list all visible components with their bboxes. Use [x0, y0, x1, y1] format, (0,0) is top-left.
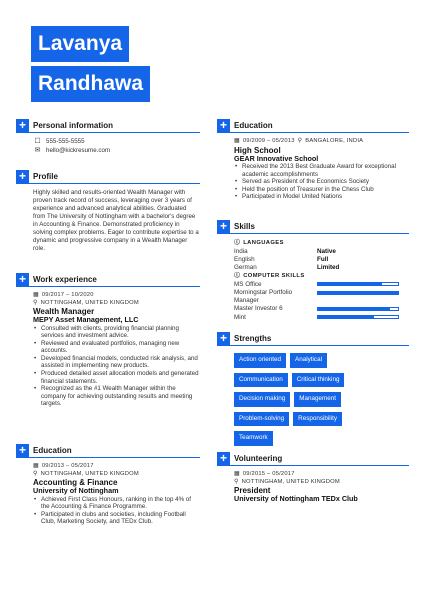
info-icon: ⓘ — [234, 273, 241, 280]
email: hello@kickresume.com — [46, 146, 111, 154]
section-header — [16, 273, 200, 287]
plus-icon: + — [16, 444, 29, 457]
section-header — [16, 170, 200, 184]
list-item: • Received the 2013 Best Graduate Award for exceptional academic accomplishments — [234, 163, 409, 178]
list-item: • Developed financial models, conducted risk analysis, and assisted in implementing new products. — [33, 355, 200, 370]
plus-icon: + — [16, 170, 29, 183]
language-row: English Full — [234, 256, 329, 264]
skill-bar-fill — [318, 283, 382, 285]
calendar-icon: ▦ — [234, 471, 240, 477]
strength-tags — [234, 353, 374, 446]
work-role: Wealth Manager — [33, 307, 95, 316]
edu-dates: ▦ 09/2013 – 05/2017 — [33, 463, 94, 469]
email-row — [33, 147, 200, 156]
section-header — [16, 444, 200, 458]
section-header — [16, 119, 200, 133]
plus-icon: + — [16, 119, 29, 132]
edu-school: University of Nottingham — [33, 486, 119, 495]
section-title: Volunteering — [234, 454, 283, 463]
computer-skill-row: Mint — [234, 313, 409, 321]
strength-tag: Teamwork — [234, 431, 273, 446]
strengths-section — [217, 332, 409, 446]
section-header — [217, 119, 409, 133]
language-row: German Limited — [234, 264, 340, 272]
volunteer-org: University of Nottingham TEDx Club — [234, 494, 358, 503]
education-right-section — [217, 119, 409, 201]
volunteer-dates: ▦ 09/2015 – 05/2017 — [234, 471, 295, 477]
computer-skill-row: Master Investor 6 — [234, 305, 409, 313]
calendar-icon: ▦ — [33, 463, 39, 469]
edu-location: ⚲ NOTTINGHAM, UNITED KINGDOM — [33, 470, 139, 477]
work-location: ⚲ NOTTINGHAM, UNITED KINGDOM — [33, 299, 139, 306]
computer-skill-row: MS Office — [234, 280, 409, 288]
section-title: Personal information — [33, 121, 114, 130]
location-pin-icon: ⚲ — [33, 299, 38, 306]
computer-skill-row: Morningstar Portfolio Manager — [234, 289, 409, 305]
section-title: Strengths — [234, 334, 272, 343]
skill-bar-fill — [318, 292, 398, 294]
language-row: India Native — [234, 247, 336, 255]
strength-tag: Management — [294, 392, 341, 407]
phone-icon: ☐ — [34, 138, 41, 145]
strength-tag: Action oriented — [234, 353, 286, 368]
section-title: Work experience — [33, 275, 97, 284]
name-first: Lavanya — [31, 26, 129, 62]
list-item: • Achieved First Class Honours, ranking in the top 4% of the Accounting & Finance Programme. — [33, 496, 200, 511]
skills-section — [217, 220, 409, 321]
info-icon: ⓘ — [234, 240, 241, 246]
strength-tag: Communication — [234, 373, 288, 388]
list-item: • Consulted with clients, providing financial planning services and investment advice. — [33, 325, 200, 340]
section-header — [217, 220, 409, 234]
volunteering-section — [217, 452, 409, 504]
name-last: Randhawa — [31, 66, 150, 102]
edu-bullets — [234, 163, 409, 201]
list-item: • Participated in clubs and societies, including Football Club, Marketing Society, and TEDx Club. — [33, 511, 200, 526]
strength-tag: Analytical — [290, 353, 327, 368]
personal-section — [16, 119, 200, 155]
plus-icon: + — [217, 452, 230, 465]
edu-school: GEAR Innovative School — [234, 153, 319, 163]
location-pin-icon: ⚲ — [297, 138, 303, 144]
phone: 555-555-5555 — [46, 138, 85, 145]
work-dates: ▦ 09/2017 – 10/2020 — [33, 292, 94, 298]
section-title: Skills — [234, 222, 255, 231]
strength-tag: Responsibility — [293, 412, 342, 427]
list-item: • Held the position of Treasurer in the Chess Club — [234, 186, 409, 194]
skill-bar — [317, 282, 399, 286]
phone-row — [33, 138, 200, 147]
profile-text: Highly skilled and results-oriented Wealth Manager with proven track record of success, leveraging over 3 years of experience and advanced analytical abilities. Graduated from The University of Nottingham with a bachelor's degree in Accounting & Finance. Demonstrated proficiency in solving complex problems. Eager to contribute expertise to a dynamic and progressive company in a Wealth Manager role. — [33, 189, 199, 252]
strength-tag: Critical thinking — [292, 373, 345, 388]
plus-icon: + — [217, 220, 230, 233]
volunteer-location: ⚲ NOTTINGHAM, UNITED KINGDOM — [234, 478, 340, 485]
volunteer-role: President — [234, 486, 271, 495]
calendar-icon: ▦ — [33, 292, 39, 298]
list-item: • Participated in Model United Nations — [234, 193, 409, 201]
skill-bar — [317, 315, 399, 319]
plus-icon: + — [217, 332, 230, 345]
work-section — [16, 273, 200, 408]
envelope-icon: ✉ — [34, 146, 41, 154]
section-header — [217, 452, 409, 466]
calendar-icon: ▦ — [234, 138, 240, 144]
languages-heading: ⓘ LANGUAGES — [234, 240, 284, 246]
edu-degree: Accounting & Finance — [33, 478, 118, 487]
profile-section — [16, 170, 200, 253]
section-header — [217, 332, 409, 346]
section-title: Education — [33, 446, 72, 455]
plus-icon: + — [217, 119, 230, 132]
work-bullets — [33, 325, 200, 409]
location-pin-icon: ⚲ — [33, 470, 38, 477]
edu-degree: High School — [234, 145, 281, 155]
list-item: • Recognized as the #1 Wealth Manager within the company for achieving outstanding results and meeting targets. — [33, 385, 200, 408]
list-item: • Produced detailed asset allocation models and generated financial statements. — [33, 370, 200, 385]
edu-dates-location: ▦ 09/2009 – 05/2013 ⚲ BANGALORE, INDIA — [234, 138, 364, 144]
skill-bar — [317, 291, 399, 295]
work-org: MEPY Asset Management, LLC — [33, 315, 139, 324]
edu-bullets — [33, 496, 200, 526]
section-title: Profile — [33, 172, 58, 181]
list-item: • Reviewed and evaluated portfolios, managing new accounts. — [33, 340, 200, 355]
location-pin-icon: ⚲ — [234, 478, 239, 485]
plus-icon: + — [16, 273, 29, 286]
strength-tag: Problem-solving — [234, 412, 289, 427]
skill-bar — [317, 307, 399, 311]
list-item: • Served as President of the Economics Society — [234, 178, 409, 186]
section-title: Education — [234, 121, 273, 130]
strength-tag: Decision making — [234, 392, 290, 407]
skill-bar-fill — [318, 308, 390, 310]
skill-bar-fill — [318, 316, 374, 318]
computer-skills-heading: ⓘ COMPUTER SKILLS — [234, 273, 305, 280]
education-left-section — [16, 444, 200, 526]
